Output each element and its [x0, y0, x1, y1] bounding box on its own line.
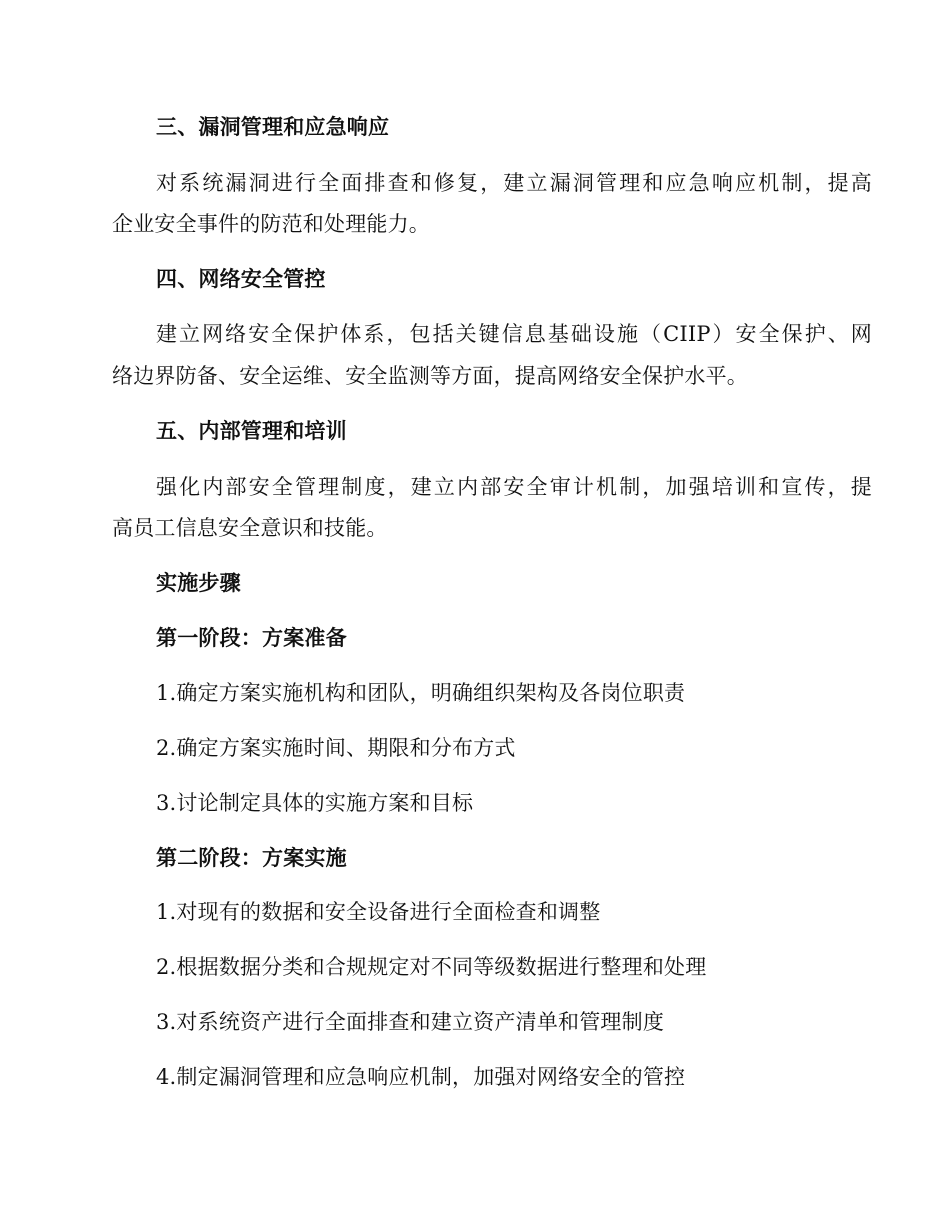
phase-2-item: 4.制定漏洞管理和应急响应机制，加强对网络安全的管控	[156, 1065, 686, 1089]
phase-1-item: 2.确定方案实施时间、期限和分布方式	[156, 736, 516, 760]
phase-2-item: 2.根据数据分类和合规规定对不同等级数据进行整理和处理	[156, 955, 707, 979]
section-4-heading: 四、网络安全管控	[156, 266, 326, 291]
section-5-heading: 五、内部管理和培训	[156, 418, 347, 443]
phase-1-item: 3.讨论制定具体的实施方案和目标	[156, 791, 474, 815]
section-5-paragraph-line-1: 强化内部安全管理制度，建立内部安全审计机制，加强培训和宣传，提	[156, 475, 872, 499]
phase-2-item: 3.对系统资产进行全面排查和建立资产清单和管理制度	[156, 1010, 665, 1034]
phase-2-item: 1.对现有的数据和安全设备进行全面检查和调整	[156, 900, 601, 924]
section-3-heading: 三、漏洞管理和应急响应	[156, 114, 390, 139]
implementation-steps-heading: 实施步骤	[156, 570, 241, 595]
phase-2-heading: 第二阶段：方案实施	[156, 845, 347, 870]
section-3-paragraph-line-1: 对系统漏洞进行全面排查和修复，建立漏洞管理和应急响应机制，提高	[156, 171, 872, 195]
section-4-paragraph-line-1: 建立网络安全保护体系，包括关键信息基础设施（CIIP）安全保护、网	[156, 322, 872, 346]
phase-1-heading: 第一阶段：方案准备	[156, 625, 347, 650]
section-3-paragraph-line-2: 企业安全事件的防范和处理能力。	[112, 212, 430, 236]
section-4-paragraph-line-2: 络边界防备、安全运维、安全监测等方面，提高网络安全保护水平。	[112, 364, 748, 388]
phase-1-item: 1.确定方案实施机构和团队，明确组织架构及各岗位职责	[156, 681, 686, 705]
section-5-paragraph-line-2: 高员工信息安全意识和技能。	[112, 516, 388, 540]
